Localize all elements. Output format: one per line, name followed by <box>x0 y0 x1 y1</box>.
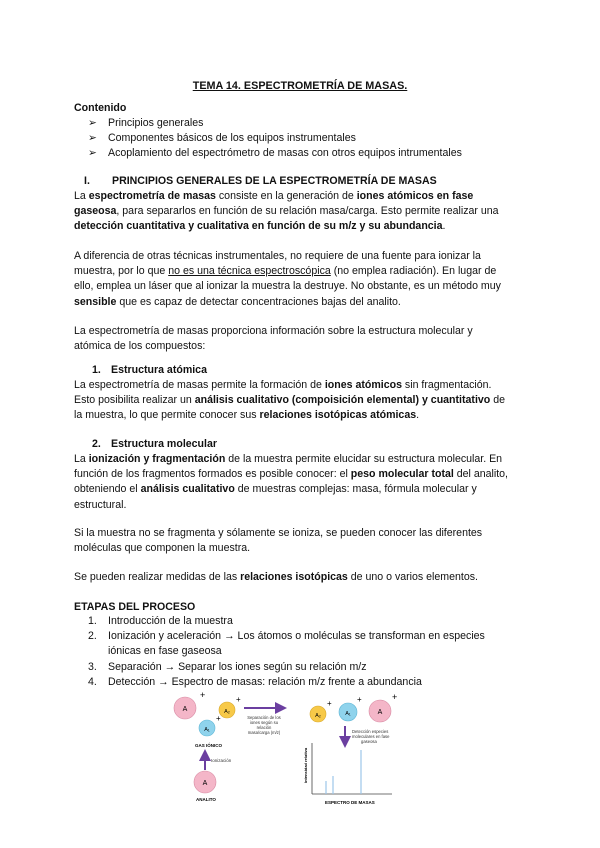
charge-plus: + <box>357 695 362 704</box>
separation-label: iones según su <box>249 720 279 725</box>
contents-item: ➢ Componentes básicos de los equipos instrumentales <box>88 131 462 146</box>
process-step: 3. Separación → Separar los iones según su relación m/z <box>88 660 367 673</box>
charge-plus: + <box>200 690 206 700</box>
ion-a1-label: A₁ <box>345 711 351 717</box>
separation-label: masa/carga (m/z) <box>247 730 281 735</box>
arrow-bullet-icon: ➢ <box>88 132 97 145</box>
contents-item: ➢ Acoplamiento del espectrómetro de masas con otros equipos intrumentales <box>88 146 462 161</box>
charge-plus: + <box>392 692 398 702</box>
charge-plus: + <box>327 699 332 708</box>
gas-ion-label: GAS IÓNICO <box>195 743 223 748</box>
charge-plus: + <box>236 695 241 704</box>
paragraph-no-fragmentation: Si la muestra no se fragmenta y sólamente se ioniza, se pueden conocer las diferentes moléculas que componen la muestra. <box>74 527 483 555</box>
ion-a-label: A <box>377 709 383 716</box>
paragraph-molecular-structure: La ionización y fragmentación de la muestra permite elucidar su estructura molecular. En función de los fragmentos formados es posible conocer: el peso molecular total del analito, obteniendo el análisis cualitativo de muestras complejas: masa, fórmula molecular y estructural. <box>74 453 508 511</box>
subsection-heading: 1. Estructura atómica <box>92 364 207 376</box>
process-heading: ETAPAS DEL PROCESO <box>74 601 196 613</box>
page-title: TEMA 14. ESPECTROMETRÍA DE MASAS. <box>192 80 408 92</box>
analyte-label: ANALITO <box>196 797 216 802</box>
ion-a2-label: A₂ <box>315 713 321 719</box>
paragraph-information: La espectrometría de masas proporciona información sobre la estructura molecular y atómica de los compuestos: <box>74 325 473 353</box>
arrow-bullet-icon: ➢ <box>88 117 97 129</box>
contents-heading: Contenido <box>74 102 127 114</box>
separation-label: relación <box>256 725 272 730</box>
process-step: 1. Introducción de la muestra <box>88 615 233 627</box>
ion-a2-label: A₂ <box>224 709 230 715</box>
process-steps <box>88 614 485 690</box>
mass-spectrometry-diagram <box>160 688 440 806</box>
spectrum-label: ESPECTRO DE MASAS <box>325 800 375 805</box>
contents-list <box>88 116 462 162</box>
paragraph-intro: La espectrometría de masas consiste en la generación de iones atómicos en fase gaseosa, para separarlos en función de su relación masa/carga. Esto permite realizar una detección cuantitativa y cualitativa en función de su m/z y su abundancia. <box>74 190 499 233</box>
detection-label: Detección especies <box>352 729 389 734</box>
process-step: 2. Ionización y aceleración → Los átomos o moléculas se transforman en especies <box>88 630 485 643</box>
analyte-ion-label: A <box>202 780 208 787</box>
spectrum-y-label: Intensidad relativa <box>303 747 308 783</box>
ionization-label: Ionización <box>211 758 232 763</box>
process-step-continuation: iónicas en fase gaseosa <box>108 645 222 658</box>
ion-a1-label: A₁ <box>204 727 210 733</box>
separation-label: Separación de los <box>247 715 281 720</box>
charge-plus: + <box>216 714 221 723</box>
detection-label: moleculares en fase <box>352 734 390 739</box>
ion-a-label: A <box>182 706 188 713</box>
paragraph-technique: A diferencia de otras técnicas instrumentales, no requiere de una fuente para ionizar la muestra, por lo que no es una técnica espectroscópica (no emplea radiación). En lugar de ello, emplea un láser que al ionizar la muestra la destruye. No obstante, es un método muy sensible que es capaz de detectar concentraciones bajas del analito. <box>74 250 501 308</box>
paragraph-isotopic: Se pueden realizar medidas de las relaciones isotópicas de uno o varios elementos. <box>74 571 478 583</box>
arrow-bullet-icon: ➢ <box>88 147 97 160</box>
paragraph-atomic-structure: La espectrometría de masas permite la formación de iones atómicos sin fragmentación. Esto posibilita realizar un análisis cualitativo (compoisición elemental) y cuantitativo de la muestra, lo que permite conocer sus relaciones isotópicas atómicas. <box>74 379 505 422</box>
subsection-heading: 2. Estructura molecular <box>92 438 217 450</box>
detection-label: gaseosa <box>361 739 377 744</box>
section-heading: I. PRINCIPIOS GENERALES DE LA ESPECTROMETRÍA DE MASAS <box>84 175 437 187</box>
process-step: 4. Detección → Espectro de masas: relación m/z frente a abundancia <box>88 675 422 688</box>
contents-item: ➢ Principios generales <box>88 116 462 131</box>
